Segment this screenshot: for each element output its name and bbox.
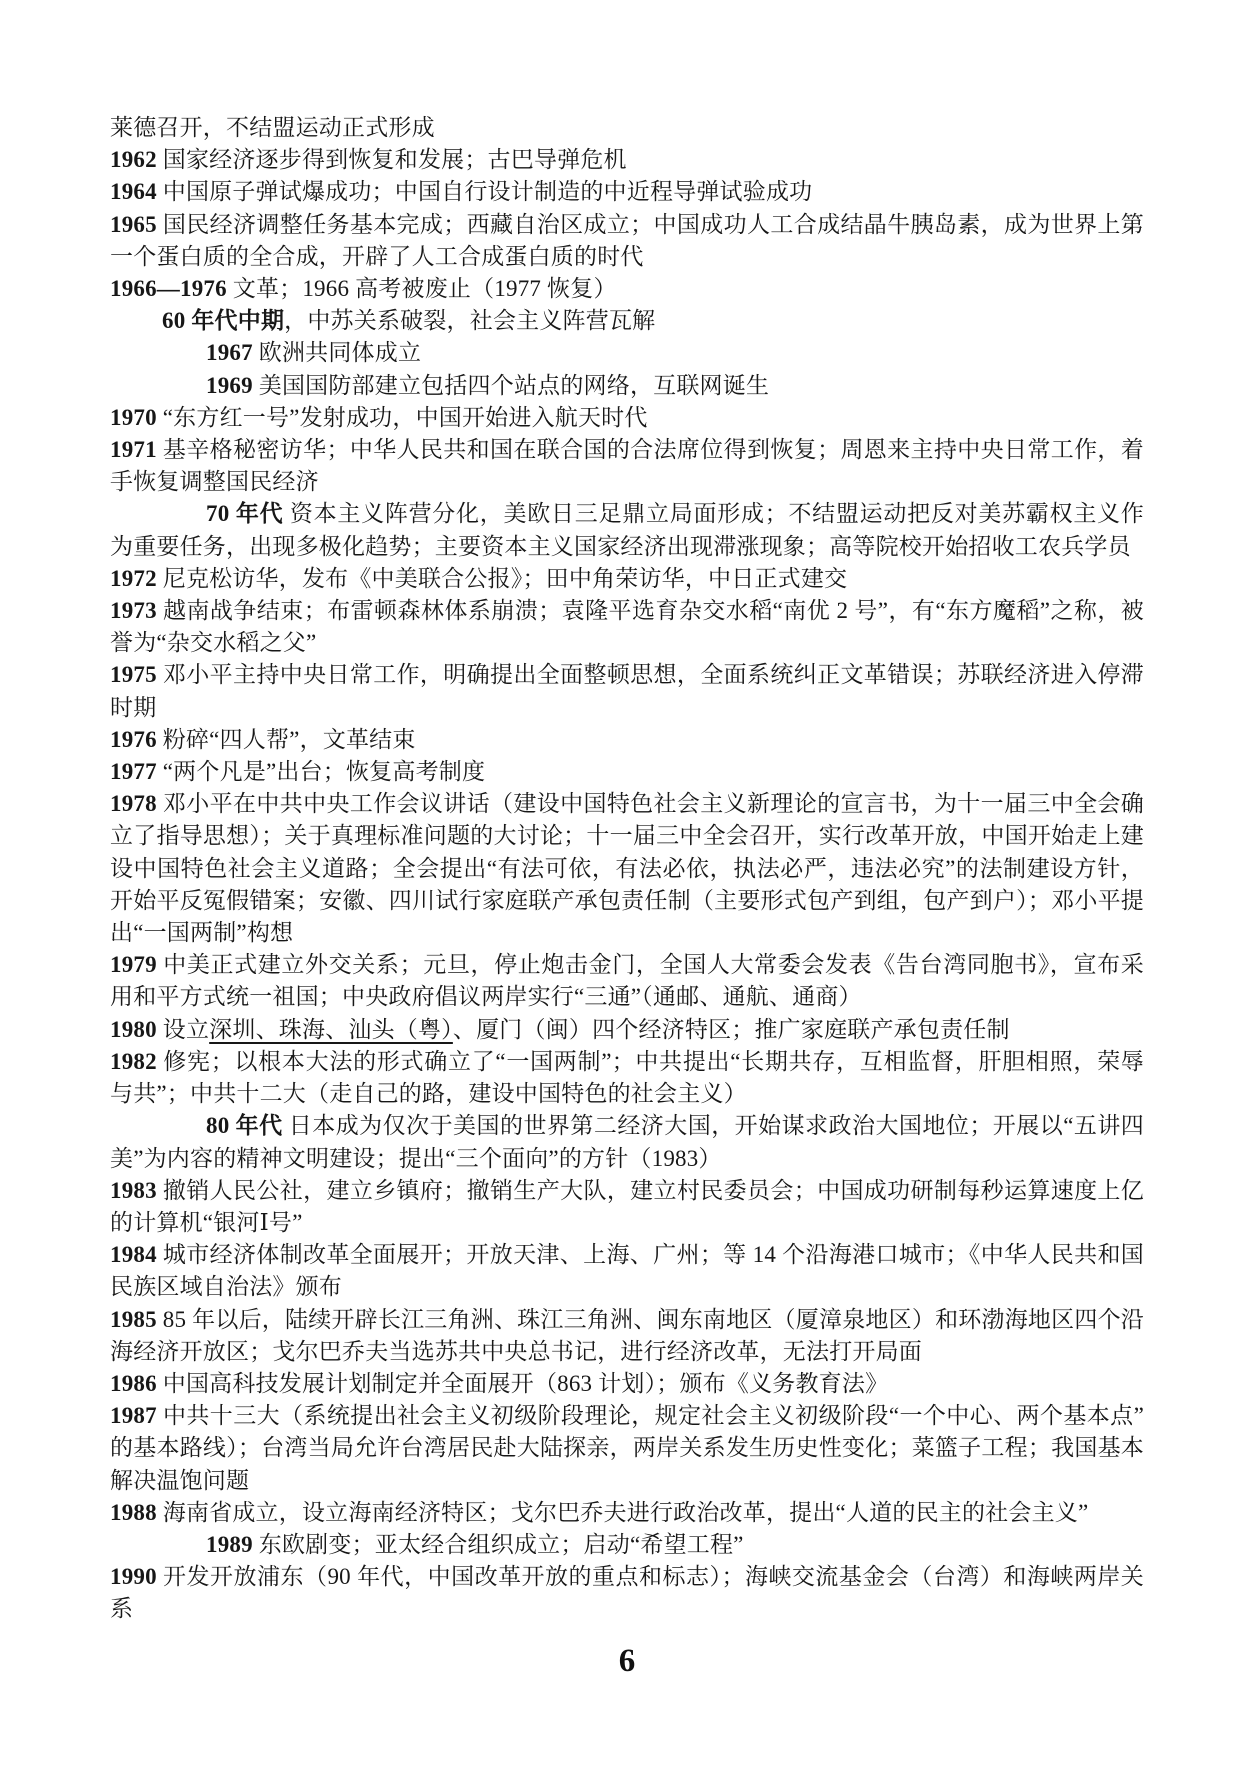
entry-year-label: 1969 xyxy=(206,372,253,398)
timeline-entry xyxy=(110,595,1144,659)
timeline-entry xyxy=(110,305,1144,337)
timeline-entry xyxy=(110,1110,1144,1174)
entry-text: 中美正式建立外交关系；元旦，停止炮击金门，全国人大常委会发表《告台湾同胞书》，宣布采用和平方式统一祖国；中央政府倡议两岸实行“三通”（通邮、通航、通商） xyxy=(110,952,1144,1010)
entry-text: 85 年以后，陆续开辟长江三角洲、珠江三角洲、闽东南地区（厦漳泉地区）和环渤海地区四个沿海经济开放区；戈尔巴乔夫当选苏共中央总书记，进行经济改革，无法打开局面 xyxy=(110,1306,1144,1364)
entry-text: 开发开放浦东（90 年代，中国改革开放的重点和标志）；海峡交流基金会（台湾）和海峡两岸关系 xyxy=(110,1564,1144,1622)
entry-year-label: 1975 xyxy=(110,662,157,688)
entry-text: 东欧剧变；亚太经合组织成立；启动“希望工程” xyxy=(252,1531,744,1557)
timeline-entry xyxy=(110,273,1144,305)
entry-year-label: 1973 xyxy=(110,598,157,624)
entry-text: 国民经济调整任务基本完成；西藏自治区成立；中国成功人工合成结晶牛胰岛素，成为世界上第一个蛋白质的全合成，开辟了人工合成蛋白质的时代 xyxy=(110,211,1144,269)
entry-text: 基辛格秘密访华；中华人民共和国在联合国的合法席位得到恢复；周恩来主持中央日常工作，着手恢复调整国民经济 xyxy=(110,437,1144,495)
timeline-entry xyxy=(110,1400,1144,1497)
timeline-entry xyxy=(110,1014,1144,1046)
timeline-entry xyxy=(110,659,1144,723)
entry-underlined-text: 深圳、珠海、汕头（粤） xyxy=(209,1016,453,1042)
entry-year-label: 1979 xyxy=(110,952,157,978)
entry-year-label: 1966—1976 xyxy=(110,276,227,302)
entry-year-label: 80 年代 xyxy=(206,1113,283,1139)
entry-year-label: 1964 xyxy=(110,179,157,205)
timeline-entry xyxy=(110,1175,1144,1239)
timeline-entry xyxy=(110,112,1144,144)
timeline-entry xyxy=(110,788,1144,949)
timeline-entry xyxy=(110,1368,1144,1400)
timeline-entry xyxy=(110,724,1144,756)
entry-text: 中共十三大（系统提出社会主义初级阶段理论，规定社会主义初级阶段“一个中心、两个基本点”的基本路线）；台湾当局允许台湾居民赴大陆探亲，两岸关系发生历史性变化；菜篮子工程；我国基本解决温饱问题 xyxy=(110,1403,1144,1493)
timeline-entry xyxy=(110,756,1144,788)
timeline-entry xyxy=(110,1561,1144,1625)
timeline-entry xyxy=(110,402,1144,434)
entry-year-label: 1984 xyxy=(110,1242,157,1268)
timeline-entry xyxy=(110,370,1144,402)
entry-text: “两个凡是”出台；恢复高考制度 xyxy=(156,759,486,785)
timeline-entry xyxy=(110,1497,1144,1529)
timeline-entries xyxy=(110,112,1144,1626)
entry-text: 美国国防部建立包括四个站点的网络，互联网诞生 xyxy=(252,372,770,398)
entry-year-label: 1988 xyxy=(110,1499,157,1525)
entry-text: 欧洲共同体成立 xyxy=(252,340,422,366)
timeline-entry xyxy=(110,144,1144,176)
entry-year-label: 1971 xyxy=(110,437,157,463)
entry-text: 修宪；以根本大法的形式确立了“一国两制”；中共提出“长期共存，互相监督，肝胆相照，荣辱与共”；中共十二大（走自己的路，建设中国特色的社会主义） xyxy=(110,1048,1144,1107)
entry-text: ，中苏关系破裂，社会主义阵营瓦解 xyxy=(284,308,656,334)
entry-text: 资本主义阵营分化，美欧日三足鼎立局面形成；不结盟运动把反对美苏霸权主义作为重要任务，出现多极化趋势；主要资本主义国家经济出现滞涨现象；高等院校开始招收工农兵学员 xyxy=(110,501,1144,559)
timeline-entry xyxy=(110,949,1144,1013)
entry-text: 邓小平在中共中央工作会议讲话（建设中国特色社会主义新理论的宣言书，为十一届三中全会确立了指导思想）；关于真理标准问题的大讨论；十一届三中全会召开，实行改革开放，中国开始走上建设中国特色社会主义道路；全会提出“有法可依，有法必依，执法必严，违法必究”的法制建设方针，开始平反冤假错案；安徽、四川试行家庭联产承包责任制（主要形式包产到组，包产到户）；邓小平提出“一国两制”构想 xyxy=(110,791,1144,946)
entry-text: 粉碎“四人帮”，文革结束 xyxy=(156,726,416,752)
timeline-entry xyxy=(110,498,1144,562)
entry-year-label: 1983 xyxy=(110,1177,157,1203)
entry-year-label: 1985 xyxy=(110,1306,157,1332)
entry-year-label: 1982 xyxy=(110,1048,157,1074)
entry-year-label: 1967 xyxy=(206,340,253,366)
entry-text: 中国原子弹试爆成功；中国自行设计制造的中近程导弹试验成功 xyxy=(156,179,813,205)
entry-text: 、厦门（闽）四个经济特区；推广家庭联产承包责任制 xyxy=(452,1016,1010,1042)
timeline-entry xyxy=(110,1046,1144,1110)
entry-year-label: 1965 xyxy=(110,211,157,237)
entry-text: 城市经济体制改革全面展开；开放天津、上海、广州；等 14 个沿海港口城市；《中华人民共和国民族区域自治法》颁布 xyxy=(110,1242,1144,1300)
entry-year-label: 1977 xyxy=(110,759,157,785)
entry-text: 尼克松访华，发布《中美联合公报》；田中角荣访华，中日正式建交 xyxy=(156,565,848,591)
entry-text: 邓小平主持中央日常工作，明确提出全面整顿思想，全面系统纠正文革错误；苏联经济进入停滞时期 xyxy=(110,662,1144,720)
entry-year-label: 1980 xyxy=(110,1016,157,1042)
timeline-entry xyxy=(110,176,1144,208)
timeline-entry xyxy=(110,563,1144,595)
entry-year-label: 60 年代中期 xyxy=(162,308,285,334)
entry-text: “东方红一号”发射成功，中国开始进入航天时代 xyxy=(156,404,648,430)
entry-year-label: 1962 xyxy=(110,147,157,173)
entry-year-label: 1987 xyxy=(110,1403,157,1429)
entry-text: 国家经济逐步得到恢复和发展；古巴导弹危机 xyxy=(156,147,627,173)
entry-year-label: 1970 xyxy=(110,404,157,430)
timeline-entry xyxy=(110,1304,1144,1368)
timeline-entry xyxy=(110,1529,1144,1561)
entry-text: 莱德召开，不结盟运动正式形成 xyxy=(110,115,435,140)
entry-year-label: 1972 xyxy=(110,565,157,591)
entry-text: 越南战争结束；布雷顿森林体系崩溃；袁隆平选育杂交水稻“南优 2 号”，有“东方魔稻”之称，被誉为“杂交水稻之父” xyxy=(110,598,1144,656)
timeline-entry xyxy=(110,209,1144,273)
entry-text: 撤销人民公社，建立乡镇府；撤销生产大队，建立村民委员会；中国成功研制每秒运算速度上亿的计算机“银河Ⅰ号” xyxy=(110,1177,1144,1235)
entry-year-label: 1976 xyxy=(110,726,157,752)
timeline-entry xyxy=(110,1239,1144,1303)
entry-year-label: 1978 xyxy=(110,791,157,817)
timeline-entry xyxy=(110,337,1144,369)
timeline-entry xyxy=(110,434,1144,498)
entry-year-label: 70 年代 xyxy=(206,501,284,527)
entry-text: 日本成为仅次于美国的世界第二经济大国，开始谋求政治大国地位；开展以“五讲四美”为内容的精神文明建设；提出“三个面向”的方针（1983） xyxy=(110,1113,1145,1171)
entry-year-label: 1986 xyxy=(110,1370,157,1396)
entry-year-label: 1989 xyxy=(206,1531,253,1557)
entry-text: 文革；1966 高考被废止（1977 恢复） xyxy=(226,276,617,302)
entry-year-label: 1990 xyxy=(110,1564,157,1590)
entry-text: 海南省成立，设立海南经济特区；戈尔巴乔夫进行政治改革，提出“人道的民主的社会主义” xyxy=(156,1499,1089,1525)
entry-text: 中国高科技发展计划制定并全面展开（863 计划）；颁布《义务教育法》 xyxy=(156,1370,889,1396)
page-number: 6 xyxy=(618,1642,636,1679)
entry-text: 设立 xyxy=(156,1016,210,1042)
